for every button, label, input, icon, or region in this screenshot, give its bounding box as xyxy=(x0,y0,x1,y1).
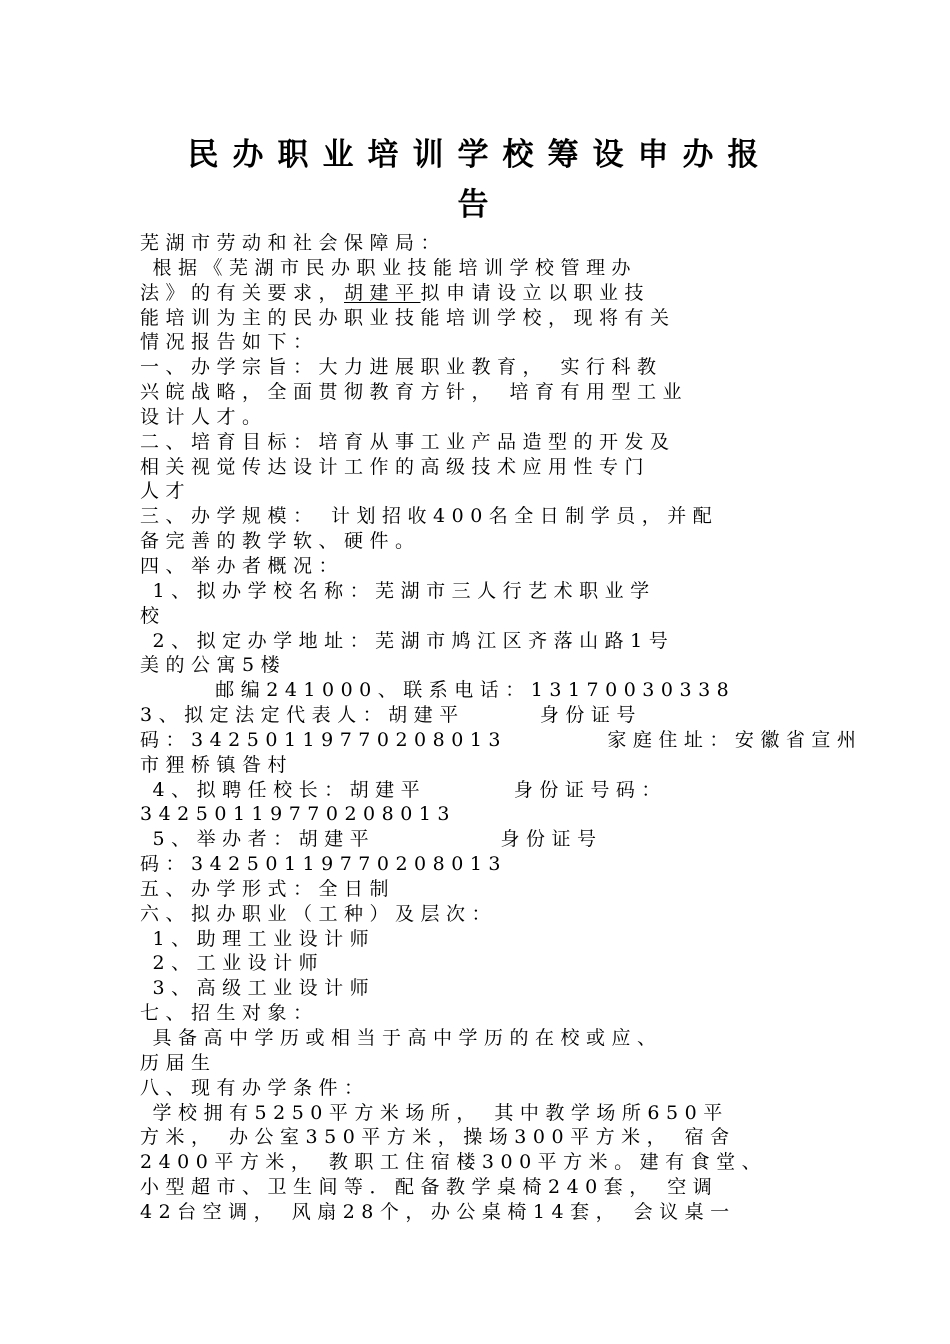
text-line: 备完善的教学软、硬件。 xyxy=(140,530,421,553)
document-body xyxy=(140,231,863,1225)
document-title-line-1: 民办职业培训学校筹设申办报 xyxy=(187,137,773,173)
text-line: 芜湖市劳动和社会保障局： xyxy=(140,232,447,254)
text-line: 4、拟聘任校长：胡建平 身份证号码： xyxy=(140,778,667,801)
text-line: 学校拥有5250平方米场所， 其中教学场所650平 xyxy=(140,1101,729,1124)
text-line: 3、拟定法定代表人：胡建平 身份证号 xyxy=(140,704,642,727)
text-line: 码：34250119770208013 家庭住址：安徽省宣州 xyxy=(140,728,863,751)
text-line: 42台空调， 风扇28个，办公桌椅14套， 会议桌一 xyxy=(140,1200,736,1223)
text-line: 能培训为主的民办职业技能培训学校，现将有关 xyxy=(140,306,676,329)
text-line: 七、招生对象： xyxy=(140,1002,319,1025)
text-line: 码：34250119770208013 xyxy=(140,853,508,876)
applicant-name: 胡建平 xyxy=(344,281,421,304)
text-line: 1、助理工业设计师 xyxy=(140,927,376,950)
text-line: 邮编241000、联系电话：13170030338 xyxy=(140,679,736,702)
text-line: 校 xyxy=(140,604,166,627)
text-line: 三、办学规模： 计划招收400名全日制学员，并配 xyxy=(140,505,719,528)
text-line: 八、现有办学条件： xyxy=(140,1076,370,1099)
text-line: 5、举办者：胡建平 身份证号 xyxy=(140,828,603,851)
text-line: 2、拟定办学地址：芜湖市鸠江区齐落山路1号 xyxy=(140,629,675,652)
text-line: 相关视觉传达设计工作的高级技术应用性专门 xyxy=(140,455,651,478)
text-line: 情况报告如下： xyxy=(140,331,319,354)
text-line: 四、举办者概况： xyxy=(140,554,345,577)
text-line: 六、拟办职业（工种）及层次： xyxy=(140,902,498,925)
text-line: 人才 xyxy=(140,480,192,503)
text-line: 历届生 xyxy=(140,1051,217,1074)
text-line: 小型超市、卫生间等．配备教学桌椅240套， 空调 xyxy=(140,1176,719,1199)
text-line: 1、拟办学校名称：芜湖市三人行艺术职业学 xyxy=(140,579,656,602)
text-line-with-applicant xyxy=(140,281,830,306)
text-line: 五、办学形式：全日制 xyxy=(140,877,396,900)
text-line: 3、高级工业设计师 xyxy=(140,977,376,1000)
text-line: 兴皖战略，全面贯彻教育方针， 培育有用型工业 xyxy=(140,381,689,404)
document-title-line-2: 告 xyxy=(457,187,503,223)
text-line: 34250119770208013 xyxy=(140,803,457,826)
text-line: 二、培育目标：培育从事工业产品造型的开发及 xyxy=(140,430,676,453)
text-line: 美的公寓5楼 xyxy=(140,654,287,677)
text-line: 具备高中学历或相当于高中学历的在校或应、 xyxy=(140,1027,663,1049)
text-segment: 法》的有关要求， xyxy=(140,281,345,304)
text-line: 一、办学宗旨：大力进展职业教育， 实行科教 xyxy=(140,356,663,379)
text-line: 2、工业设计师 xyxy=(140,952,325,975)
text-line: 市狸桥镇昝村 xyxy=(140,753,294,776)
text-line: 根据《芜湖市民办职业技能培训学校管理办 xyxy=(140,256,638,279)
text-segment: 拟申请设立以职业技 xyxy=(420,281,651,304)
text-line: 方米， 办公室350平方米，操场300平方米， 宿舍 xyxy=(140,1126,736,1149)
text-line: 设计人才。 xyxy=(140,405,268,428)
text-line: 2400平方米， 教职工住宿楼300平方米。建有食堂、 xyxy=(140,1151,768,1174)
